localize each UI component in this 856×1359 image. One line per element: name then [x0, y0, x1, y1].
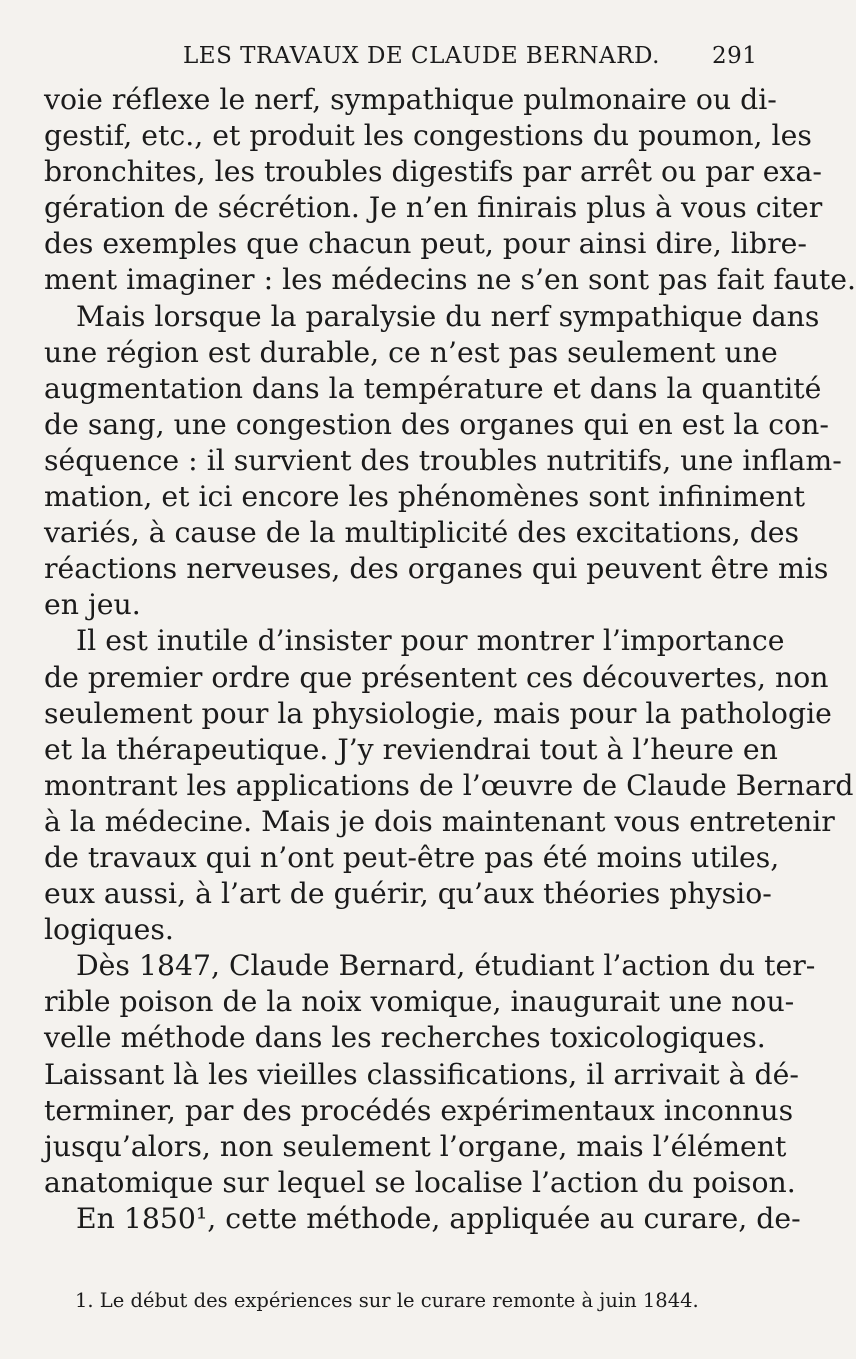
text-line: de travaux qui n’ont peut-être pas été moins utiles, [44, 840, 780, 874]
text-line: jusqu’alors, non seulement l’organe, mais l’élément [44, 1129, 787, 1163]
body-text [44, 82, 856, 1237]
text-line: velle méthode dans les recherches toxicologiques. [44, 1021, 766, 1055]
text-line: Dès 1847, Claude Bernard, étudiant l’action du ter- [76, 949, 816, 983]
text-line: bronchites, les troubles digestifs par arrêt ou par exa- [44, 155, 822, 189]
text-line: de premier ordre que présentent ces découvertes, non [44, 660, 829, 694]
text-line: terminer, par des procédés expérimentaux inconnus [44, 1093, 794, 1127]
running-head [0, 36, 800, 76]
text-line: Laissant là les vieilles classifications, il arrivait à dé- [44, 1057, 799, 1091]
text-line: séquence : il survient des troubles nutritifs, une inflam- [44, 443, 842, 477]
text-line: réactions nerveuses, des organes qui peuvent être mis [44, 552, 829, 586]
running-title: LES TRAVAUX DE CLAUDE BERNARD. [183, 43, 660, 69]
page-number: 291 [712, 43, 758, 69]
text-line: voie réflexe le nerf, sympathique pulmonaire ou di- [44, 83, 777, 116]
text-line: en jeu. [44, 588, 141, 622]
text-line: augmentation dans la température et dans la quantité [44, 371, 822, 405]
text-line: des exemples que chacun peut, pour ainsi dire, libre- [44, 227, 807, 261]
text-line: seulement pour la physiologie, mais pour la pathologie [44, 696, 832, 730]
text-line: mation, et ici encore les phénomènes sont infiniment [44, 480, 806, 514]
text-line: Mais lorsque la paralysie du nerf sympathique dans [76, 299, 820, 333]
text-line: gération de sécrétion. Je n’en finirais plus à vous citer [44, 191, 823, 225]
text-line: eux aussi, à l’art de guérir, qu’aux théories physio- [44, 877, 772, 911]
text-line: ment imaginer : les médecins ne s’en sont pas fait faute. [44, 263, 856, 297]
text-line: et la thérapeutique. J’y reviendrai tout à l’heure en [44, 732, 778, 766]
text-line: variés, à cause de la multiplicité des excitations, des [44, 516, 800, 550]
text-line: anatomique sur lequel se localise l’action du poison. [44, 1165, 796, 1199]
text-line: logiques. [44, 913, 174, 947]
text-line: de sang, une congestion des organes qui en est la con- [44, 407, 829, 441]
text-line: rible poison de la noix vomique, inaugurait une nou- [44, 985, 795, 1019]
text-line: Il est inutile d’insister pour montrer l’importance [76, 624, 785, 658]
text-line: gestif, etc., et produit les congestions du poumon, les [44, 119, 812, 153]
text-line: En 1850¹, cette méthode, appliquée au curare, de- [76, 1201, 801, 1235]
text-line: une région est durable, ce n’est pas seulement une [44, 335, 778, 369]
text-line: à la médecine. Mais je dois maintenant vous entretenir [44, 804, 835, 838]
text-line: montrant les applications de l’œuvre de Claude Bernard [44, 768, 854, 802]
footnote: 1. Le début des expériences sur le curare remonte à juin 1844. [75, 1289, 699, 1312]
